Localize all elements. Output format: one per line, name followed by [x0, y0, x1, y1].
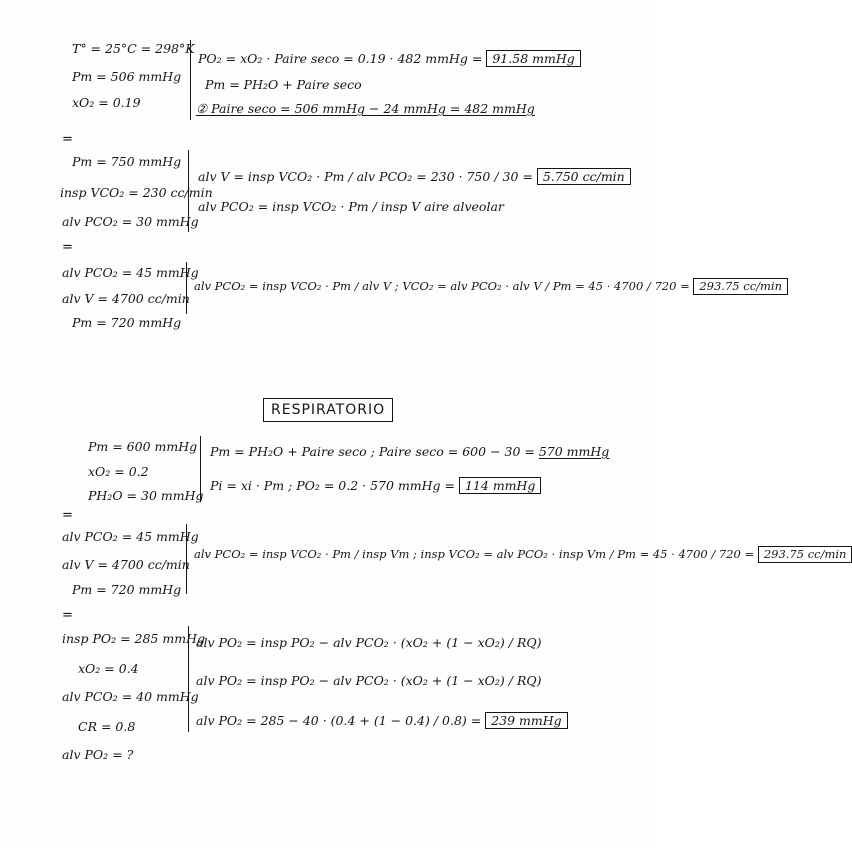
equation-total-pressure: Pт = PH₂O + Paire seco: [205, 77, 362, 92]
given-pco2-3: alv PCO₂ = 45 mmHg: [62, 265, 199, 280]
equation-ventilation: alv V = insp VCO₂ · Pт / alv PCO₂ = 230 · 750 / 30 = 5.750 cc/min: [198, 168, 631, 185]
section-separator: =: [62, 508, 73, 523]
given-pco2-5: alv PCO₂ = 45 mmHg: [62, 529, 199, 544]
given-pco2-2: alv PCO₂ = 30 mmHg: [62, 214, 199, 229]
result-po2: 91.58 mmHg: [486, 50, 580, 67]
equation-dry-air: ② Paire seco = 506 mmHg − 24 mmHg = 482 mmHg: [196, 101, 535, 116]
bracket: [188, 150, 189, 232]
equation-dry-air-4: Pт = PH₂O + Paire seco ; Paire seco = 600 − 30 = 570 mmHg: [210, 444, 610, 459]
equation-vco2-5: alv PCO₂ = insp VCO₂ · Pт / insp Vт ; insp VCO₂ = alv PCO₂ · insp Vт / Pт = 45 · 4700 / 720 = 293.75 cc/min: [194, 546, 852, 563]
given-inspired-po2-6: insp PO₂ = 285 mmHg: [62, 631, 205, 646]
given-total-pressure-5: Pт = 720 mmHg: [72, 582, 182, 597]
given-total-pressure-3: Pт = 720 mmHg: [72, 315, 182, 330]
equation-po2: PO₂ = xO₂ · Paire seco = 0.19 · 482 mmHg = 91.58 mmHg: [198, 50, 581, 67]
bracket: [186, 524, 187, 594]
given-ventilation-5: alv V = 4700 cc/min: [62, 557, 190, 572]
bracket: [190, 40, 191, 120]
given-unknown-alveolar-po2-6: alv PO₂ = ?: [62, 747, 134, 762]
section-separator: =: [62, 608, 73, 623]
given-temperature: T° = 25°C = 298°K: [72, 41, 195, 56]
given-total-pressure-4: Pт = 600 mmHg: [88, 439, 198, 454]
result-vco2-5: 293.75 cc/min: [758, 546, 852, 563]
result-po2-4: 114 mmHg: [459, 477, 541, 494]
result-vco2-3: 293.75 cc/min: [693, 278, 788, 295]
alveolar-gas-equation-1: alv PO₂ = insp PO₂ − alv PCO₂ · (xO₂ + (1 − xO₂) / RQ): [196, 635, 542, 650]
given-vco2-2: insp VCO₂ = 230 cc/min: [60, 185, 213, 200]
section-title-respiratorio: RESPIRATORIO: [263, 398, 393, 422]
alveolar-gas-equation-2: alv PO₂ = insp PO₂ − alv PCO₂ · (xO₂ + (1 − xO₂) / RQ): [196, 673, 542, 688]
alveolar-gas-equation-3: alv PO₂ = 285 − 40 · (0.4 + (1 − 0.4) / 0.8) = 239 mmHg: [196, 712, 568, 729]
result-ventilation: 5.750 cc/min: [537, 168, 631, 185]
equation-vco2-3: alv PCO₂ = insp VCO₂ · Pт / alv V ; VCO₂ = alv PCO₂ · alv V / Pт = 45 · 4700 / 720 = 293.75 cc/min: [194, 278, 788, 295]
equation-po2-4: Pi = xi · Pт ; PO₂ = 0.2 · 570 mmHg = 114 mmHg: [210, 477, 541, 494]
section-separator: =: [62, 240, 73, 255]
equation-pco2-2: alv PCO₂ = insp VCO₂ · Pт / insp V aire alveolar: [198, 199, 504, 214]
given-ventilation-3: alv V = 4700 cc/min: [62, 291, 190, 306]
given-total-pressure-2: Pт = 750 mmHg: [72, 154, 182, 169]
given-oxygen-fraction-6: xO₂ = 0.4: [78, 661, 139, 676]
section-separator: =: [62, 132, 73, 147]
given-oxygen-fraction-4: xO₂ = 0.2: [88, 464, 149, 479]
bracket: [200, 436, 201, 502]
bracket: [186, 262, 187, 314]
given-oxygen-fraction: xO₂ = 0.19: [72, 95, 141, 110]
given-total-pressure: Pт = 506 mmHg: [72, 69, 182, 84]
given-water-pressure-4: PH₂O = 30 mmHg: [88, 488, 204, 503]
result-alveolar-po2-6: 239 mmHg: [485, 712, 567, 729]
result-dry-air-4: 570 mmHg: [538, 444, 610, 459]
bracket: [188, 626, 189, 732]
given-pco2-6: alv PCO₂ = 40 mmHg: [62, 689, 199, 704]
given-respiratory-quotient-6: CR = 0.8: [78, 719, 136, 734]
